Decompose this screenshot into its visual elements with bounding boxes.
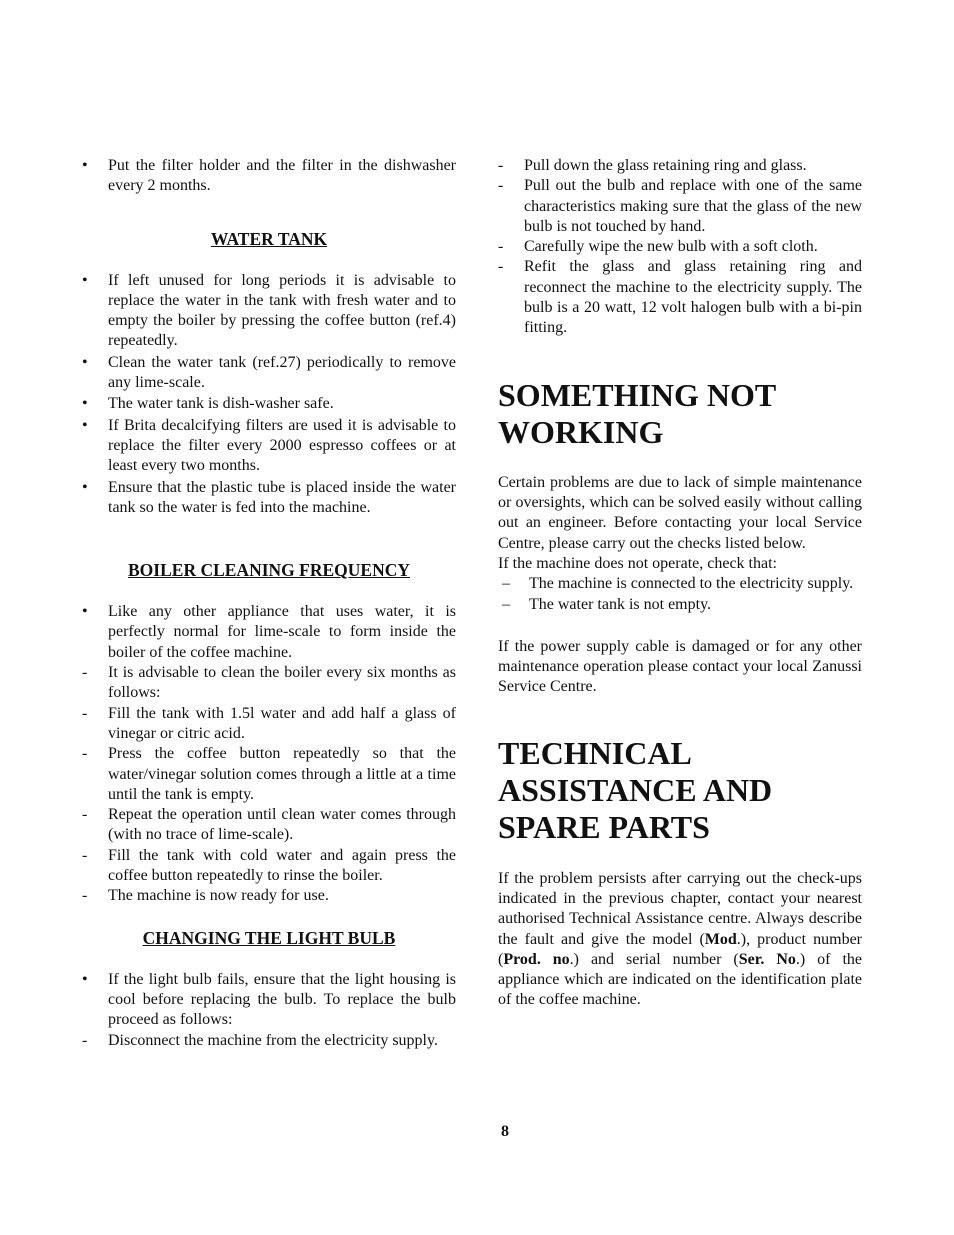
list-item [82, 663, 456, 704]
list-item [82, 704, 456, 745]
heading-line: TECHNICAL [498, 734, 692, 771]
technical-paragraph [498, 869, 862, 1011]
bulb-bullet: If the light bulb fails, ensure that the light housing is cool before replacing the bulb. To replace the bulb proceed as follows: [108, 970, 456, 1029]
list-item [82, 394, 456, 414]
filter-holder-text: Put the filter holder and the filter in the dishwasher every 2 months. [108, 157, 456, 195]
bullet-marker: • [82, 416, 88, 434]
water-tank-bullet: Ensure that the plastic tube is placed inside the water tank so the water is fed into the machine. [108, 478, 456, 516]
bullet-marker: • [82, 603, 88, 621]
list-item [82, 846, 456, 887]
water-tank-bullet: The water tank is dish-washer safe. [108, 395, 334, 413]
list-item [498, 176, 862, 237]
dash-marker: - [82, 704, 88, 722]
bullet-marker: • [82, 970, 88, 988]
list-item [498, 595, 862, 615]
heading-line: SOMETHING NOT [498, 376, 777, 413]
water-tank-heading: WATER TANK [210, 228, 328, 249]
heading-line: SPARE PARTS [498, 808, 710, 845]
dash-marker: - [498, 177, 504, 195]
water-tank-bullet: If Brita decalcifying filters are used it is advisable to replace the filter every 2000 espresso coffees or at least every two months. [108, 416, 456, 475]
text-run: If the problem persists after carrying out the check-ups indicated in the previous chapter, contact your nearest authorised Technical Assistance centre. Always describe the fault and give the model ( [498, 869, 862, 948]
water-tank-bullet: Clean the water tank (ref.27) periodically to remove any lime-scale. [108, 353, 456, 392]
heading-line: ASSISTANCE AND [498, 771, 773, 808]
check-intro: If the machine does not operate, check that: [498, 554, 777, 572]
list-item [82, 602, 456, 663]
bullet-marker: • [82, 157, 88, 174]
list-item [498, 156, 862, 176]
boiler-step: The machine is now ready for use. [108, 887, 329, 905]
bullet-marker: • [82, 353, 88, 371]
list-item [82, 271, 456, 352]
not-working-paragraph: Certain problems are due to lack of simple maintenance or oversights, which can be solved easily without calling out an engineer. Before contacting your local Service Centre, please carry out the checks listed below. [498, 473, 862, 552]
left-column [82, 156, 456, 1051]
boiler-step: Press the coffee button repeatedly so that the water/vinegar solution comes through a little at a time until the tank is empty. [108, 745, 456, 803]
bulb-step: Pull out the bulb and replace with one of the same characteristics making sure that the glass of the new bulb is not touched by hand. [524, 177, 862, 235]
dash-marker: - [82, 664, 88, 682]
heading-line: WORKING [498, 413, 664, 450]
bullet-marker: • [82, 395, 88, 413]
dash-marker: - [82, 1031, 88, 1049]
text-run: .), product number ( [498, 930, 862, 968]
endash-marker: – [502, 575, 510, 593]
text-run: .) and serial number ( [569, 950, 739, 968]
dash-marker: - [498, 238, 504, 256]
list-item [82, 353, 456, 394]
bullet-marker: • [82, 271, 88, 289]
boiler-step: It is advisable to clean the boiler every six months as follows: [108, 664, 456, 702]
technical-assistance-heading [498, 735, 862, 846]
list-item [82, 805, 456, 846]
right-column [498, 156, 862, 1011]
light-bulb-heading: CHANGING THE LIGHT BULB [142, 927, 396, 948]
model-label: Mod [704, 930, 737, 948]
boiler-step: Fill the tank with cold water and again press the coffee button repeatedly to rinse the boiler. [108, 846, 456, 885]
bulb-step: Disconnect the machine from the electricity supply. [108, 1031, 438, 1049]
page-number: 8 [501, 1123, 509, 1140]
check-item: The machine is connected to the electricity supply. [529, 575, 854, 593]
water-tank-bullet: If left unused for long periods it is advisable to replace the water in the tank with fresh water and to empty the boiler by pressing the coffee button (ref.4) repeatedly. [108, 271, 456, 350]
something-not-working-heading [498, 377, 862, 451]
bullet-marker: • [82, 478, 88, 496]
list-item [82, 886, 456, 906]
boiler-step: Fill the tank with 1.5l water and add half a glass of vinegar or citric acid. [108, 704, 456, 742]
dash-marker: - [498, 157, 504, 174]
list-item [82, 156, 456, 197]
text-run: .) of the appliance which are indicated on the identification plate of the coffee machine. [498, 950, 863, 1009]
bulb-step: Refit the glass and glass retaining ring and reconnect the machine to the electricity supply. The bulb is a 20 watt, 12 volt halogen bulb with a bi-pin fitting. [524, 258, 862, 337]
list-item [82, 970, 456, 1031]
check-item: The water tank is not empty. [529, 596, 712, 614]
dash-marker: - [498, 258, 504, 276]
dash-marker: - [82, 887, 88, 905]
bulb-step: Pull down the glass retaining ring and glass. [524, 157, 807, 174]
list-item [82, 478, 456, 519]
boiler-step: Repeat the operation until clean water comes through (with no trace of lime-scale). [108, 806, 456, 844]
boiler-bullet: Like any other appliance that uses water, it is perfectly normal for lime-scale to form inside the boiler of the coffee machine. [108, 603, 456, 661]
service-centre-paragraph: If the power supply cable is damaged or for any other maintenance operation please contact your local Zanussi Service Centre. [498, 637, 862, 696]
serial-number-label: Ser. No [738, 950, 796, 968]
bulb-step: Carefully wipe the new bulb with a soft cloth. [524, 238, 818, 256]
list-item [498, 574, 862, 594]
dash-marker: - [82, 806, 88, 824]
boiler-cleaning-heading: BOILER CLEANING FREQUENCY [128, 560, 410, 581]
list-item [498, 237, 862, 257]
list-item [82, 744, 456, 805]
list-item [498, 257, 862, 338]
endash-marker: – [502, 596, 510, 614]
dash-marker: - [82, 745, 88, 763]
list-item [82, 1031, 456, 1051]
product-number-label: Prod. no [503, 950, 570, 968]
dash-marker: - [82, 846, 88, 864]
list-item [82, 416, 456, 477]
